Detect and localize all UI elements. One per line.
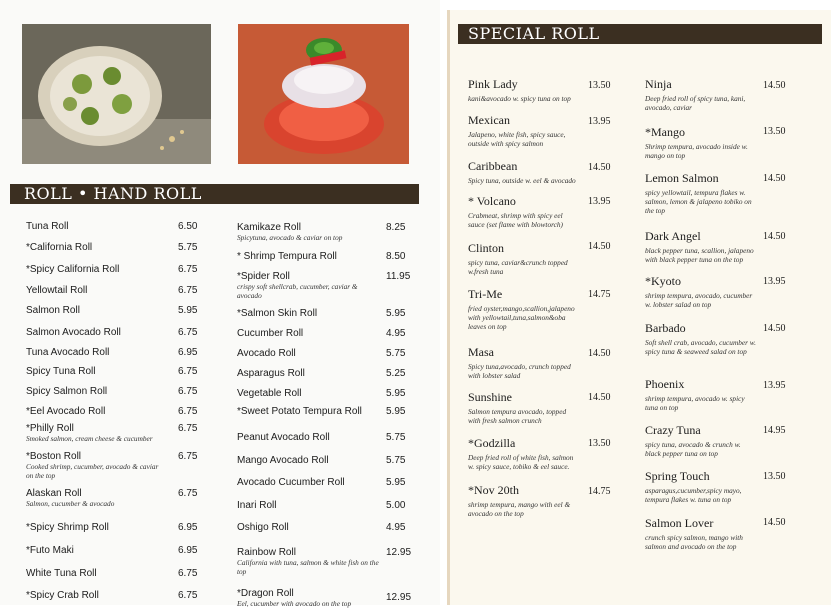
menu-item-name: *Spicy Crab Roll (26, 590, 99, 601)
menu-item-name: *Godzilla (468, 436, 516, 450)
menu-item-name: Asparagus Roll (237, 368, 305, 379)
menu-item-name: Inari Roll (237, 500, 277, 511)
menu-item-description: Salmon tempura avocado, topped with fresh salmon crunch (468, 407, 567, 425)
menu-item-name: Tri-Me (468, 287, 503, 301)
menu-item-price: 6.75 (178, 386, 198, 397)
menu-item-description: asparagus,cucumber,spicy mayo, tempura flakes w. tuna on top (645, 486, 742, 504)
menu-item-price: 13.50 (588, 438, 611, 449)
menu-item-name: Dark Angel (645, 229, 701, 243)
menu-item (26, 347, 166, 358)
menu-item-price: 4.95 (386, 328, 406, 339)
menu-item-description: Deep fried roll of spicy tuna, kani, avocado, caviar (645, 94, 746, 112)
menu-item (26, 406, 166, 417)
menu-item-description: Crabmeat, shrimp with spicy eel sauce (set flame with blowtorch) (468, 211, 563, 229)
menu-item (26, 242, 166, 253)
menu-item (26, 545, 166, 556)
menu-item-price: 13.95 (763, 380, 786, 391)
menu-item-price: 6.75 (178, 488, 198, 499)
menu-item-description: Cooked shrimp, cucumber, avocado & caviar on the top (26, 462, 159, 480)
roll-hand-roll-header: ROLL • HAND ROLL (10, 184, 419, 204)
menu-item (26, 264, 166, 275)
menu-item (237, 477, 379, 488)
menu-item-name: *Philly Roll (26, 423, 74, 434)
menu-item-price: 14.50 (763, 231, 786, 242)
menu-item (26, 488, 166, 508)
sushi-roll-photo (22, 24, 211, 164)
menu-item (237, 271, 379, 300)
menu-item-description: spicy tuna, avocado & crunch w. black pepper tuna on top (645, 440, 741, 458)
menu-item-description: Spicy tuna,avocado, crunch topped with lobster salad (468, 362, 571, 380)
menu-item-price: 5.95 (386, 388, 406, 399)
menu-item (237, 328, 379, 339)
menu-item-name: Crazy Tuna (645, 423, 701, 437)
menu-item (645, 321, 757, 356)
menu-item (26, 451, 166, 480)
menu-item-price: 5.95 (178, 305, 198, 316)
menu-item-name: *Sweet Potato Tempura Roll (237, 406, 362, 417)
menu-item-name: Vegetable Roll (237, 388, 302, 399)
menu-item-price: 6.75 (178, 264, 198, 275)
menu-item-name: *Mango (645, 125, 685, 139)
menu-item-description: fried oyster,mango,scallion,jalapeno with yellowtail,tuna,salmon&oba leaves on top (468, 304, 575, 331)
menu-item-price: 13.50 (763, 471, 786, 482)
menu-item (26, 522, 166, 533)
menu-item-name: *Boston Roll (26, 451, 82, 462)
menu-item-name: Cucumber Roll (237, 328, 304, 339)
menu-item-name: *Spider Roll (237, 271, 290, 282)
menu-item-description: kani&avocado w. spicy tuna on top (468, 94, 571, 103)
menu-item-price: 6.95 (178, 545, 198, 556)
menu-item-price: 14.50 (588, 162, 611, 173)
menu-item-price: 5.75 (178, 242, 198, 253)
menu-item-description: crispy soft shellcrab, cucumber, caviar & avocado (237, 282, 358, 300)
menu-item-price: 6.95 (178, 347, 198, 358)
menu-item-price: 6.75 (178, 590, 198, 601)
menu-item-price: 6.75 (178, 568, 198, 579)
menu-item (645, 423, 757, 458)
menu-item-name: Oshigo Roll (237, 522, 289, 533)
menu-item (237, 388, 379, 399)
menu-item-price: 14.50 (588, 392, 611, 403)
menu-item (26, 327, 166, 338)
menu-item-price: 5.75 (386, 455, 406, 466)
menu-item-description: black pepper tuna, scallion, jalapeno with black pepper tuna on the top (645, 246, 754, 264)
menu-item (645, 516, 757, 551)
menu-item-name: White Tuna Roll (26, 568, 97, 579)
menu-item (237, 547, 379, 576)
menu-item (237, 368, 379, 379)
menu-item-price: 8.50 (386, 251, 406, 262)
menu-item-name: Tuna Avocado Roll (26, 347, 110, 358)
menu-item-description: Jalapeno, white fish, spicy sauce, outside with spicy salmon (468, 130, 566, 148)
sashimi-photo (238, 24, 409, 164)
menu-item-price: 5.95 (386, 308, 406, 319)
menu-item-description: Shrimp tempura, avocado inside w. mango on top (645, 142, 748, 160)
menu-item-price: 5.75 (386, 432, 406, 443)
menu-item (468, 159, 580, 185)
menu-item (468, 241, 580, 276)
menu-item-price: 5.00 (386, 500, 406, 511)
menu-item-price: 14.75 (588, 289, 611, 300)
menu-item-name: *Spicy California Roll (26, 264, 120, 275)
menu-item-price: 11.95 (386, 271, 411, 282)
menu-item (237, 406, 379, 417)
menu-item (468, 390, 580, 425)
menu-item-name: Avocado Cucumber Roll (237, 477, 345, 488)
menu-item-name: *Dragon Roll (237, 588, 294, 599)
menu-item-price: 14.50 (763, 80, 786, 91)
menu-item-name: Spring Touch (645, 469, 710, 483)
menu-item (26, 568, 166, 579)
menu-item-description: Salmon, cucumber & avocado (26, 499, 115, 508)
menu-item-name: Mexican (468, 113, 510, 127)
menu-item-name: Barbado (645, 321, 686, 335)
menu-item-price: 14.50 (763, 173, 786, 184)
menu-item-name: Clinton (468, 241, 505, 255)
menu-item (237, 522, 379, 533)
menu-item-price: 8.25 (386, 222, 406, 233)
menu-item-name: Salmon Lover (645, 516, 714, 530)
menu-item-name: *Eel Avocado Roll (26, 406, 106, 417)
menu-item (237, 308, 379, 319)
menu-item (26, 285, 166, 296)
menu-item-price: 5.95 (386, 477, 406, 488)
menu-item-description: shrimp tempura, avocado w. spicy tuna on top (645, 394, 745, 412)
menu-item (645, 171, 757, 215)
menu-item-description: Soft shell crab, avocado, cucumber w. spicy tuna & seaweed salad on top (645, 338, 756, 356)
menu-item-name: Peanut Avocado Roll (237, 432, 330, 443)
menu-item (237, 455, 379, 466)
menu-item-price: 13.50 (588, 80, 611, 91)
menu-item-name: Alaskan Roll (26, 488, 82, 499)
menu-item-name: Caribbean (468, 159, 518, 173)
menu-item (468, 77, 580, 103)
menu-item-price: 4.95 (386, 522, 406, 533)
menu-item-price: 6.75 (178, 366, 198, 377)
menu-item-price: 14.50 (588, 348, 611, 359)
menu-item (237, 222, 379, 242)
menu-item-name: Sunshine (468, 390, 513, 404)
menu-item-name: Salmon Roll (26, 305, 80, 316)
menu-item-name: Masa (468, 345, 494, 359)
menu-item-price: 13.95 (588, 196, 611, 207)
menu-item-price: 13.50 (763, 126, 786, 137)
sashimi-image (238, 24, 409, 164)
menu-item-name: Spicy Salmon Roll (26, 386, 108, 397)
menu-item-description: Smoked salmon, cream cheese & cucumber (26, 434, 153, 443)
menu-item-name: * Volcano (468, 194, 516, 208)
menu-item-description: Deep fried roll of white fish, salmon w. spicy sauce, tobiko & eel sauce. (468, 453, 574, 471)
menu-item-price: 6.50 (178, 221, 198, 232)
menu-item-name: Pink Lady (468, 77, 518, 91)
menu-item-price: 6.75 (178, 423, 198, 434)
menu-item-name: *Spicy Shrimp Roll (26, 522, 109, 533)
menu-item-price: 14.75 (588, 486, 611, 497)
menu-item-price: 6.75 (178, 327, 198, 338)
menu-item-price: 5.95 (386, 406, 406, 417)
menu-item-description: shrimp tempura, avocado, cucumber w. lobster salad on top (645, 291, 753, 309)
menu-item (645, 77, 757, 112)
menu-item-price: 12.95 (386, 547, 412, 558)
menu-item-name: Mango Avocado Roll (237, 455, 329, 466)
menu-item (468, 436, 580, 471)
menu-item (645, 469, 757, 504)
menu-item (468, 113, 580, 148)
menu-item (468, 483, 580, 518)
menu-item (468, 345, 580, 380)
menu-item-name: Tuna Roll (26, 221, 69, 232)
menu-item-description: California with tuna, salmon & white fish on the top (237, 558, 379, 576)
menu-item-description: shrimp tempura, mango with eel & avocado on the top (468, 500, 571, 518)
menu-item (237, 588, 379, 608)
menu-item (468, 287, 580, 331)
menu-item (26, 590, 166, 601)
menu-item-price: 14.50 (763, 517, 786, 528)
menu-item (645, 274, 757, 309)
menu-item-name: Phoenix (645, 377, 685, 391)
special-roll-header: SPECIAL ROLL (458, 24, 822, 44)
menu-item-description: Eel, cucumber with avocado on the top (237, 599, 352, 608)
menu-item-description: spicy tuna, caviar&crunch topped w.fresh tuna (468, 258, 568, 276)
menu-item-name: * Shrimp Tempura Roll (237, 251, 337, 262)
menu-item-price: 13.95 (763, 276, 786, 287)
menu-item (237, 348, 379, 359)
menu-item-name: *Futo Maki (26, 545, 74, 556)
menu-item-name: Salmon Avocado Roll (26, 327, 121, 338)
menu-item-price: 5.25 (386, 368, 406, 379)
menu-item-name: *Kyoto (645, 274, 681, 288)
menu-item (645, 125, 757, 160)
menu-item-price: 13.95 (588, 116, 611, 127)
menu-item (26, 386, 166, 397)
menu-item-price: 6.75 (178, 451, 198, 462)
menu-item-price: 12.95 (386, 592, 412, 603)
menu-item (26, 423, 166, 443)
sushi-roll-image (22, 24, 211, 164)
menu-item-name: Rainbow Roll (237, 547, 296, 558)
menu-item (26, 366, 166, 377)
menu-item-name: Lemon Salmon (645, 171, 719, 185)
menu-item (468, 194, 580, 229)
menu-item-name: *California Roll (26, 242, 93, 253)
menu-item-price: 14.95 (763, 425, 786, 436)
menu-item-price: 6.95 (178, 522, 198, 533)
menu-item-price: 5.75 (386, 348, 406, 359)
menu-item-name: Ninja (645, 77, 672, 91)
menu-item-description: spicy yellowtail, tempura flakes w. salmon, lemon & jalapeno tobiko on the top (645, 188, 752, 215)
menu-item-price: 14.50 (763, 323, 786, 334)
menu-item (237, 251, 379, 262)
menu-item-description: Spicytuna, avocado & caviar on top (237, 233, 343, 242)
menu-item-name: Kamikaze Roll (237, 222, 301, 233)
menu-item (26, 221, 166, 232)
menu-item-name: Avocado Roll (237, 348, 296, 359)
menu-item-price: 6.75 (178, 406, 198, 417)
menu-item-name: *Salmon Skin Roll (237, 308, 318, 319)
menu-item-price: 6.75 (178, 285, 198, 296)
menu-item (645, 229, 757, 264)
menu-item (645, 377, 757, 412)
menu-item-description: crunch spicy salmon, mango with salmon and avocado on the top (645, 533, 743, 551)
menu-item-name: Spicy Tuna Roll (26, 366, 96, 377)
menu-item-price: 14.50 (588, 241, 611, 252)
menu-item-name: Yellowtail Roll (26, 285, 88, 296)
menu-item-name: *Nov 20th (468, 483, 519, 497)
menu-item (237, 500, 379, 511)
menu-item (26, 305, 166, 316)
menu-item (237, 432, 379, 443)
menu-item-description: Spicy tuna, outside w. eel & avocado (468, 176, 576, 185)
